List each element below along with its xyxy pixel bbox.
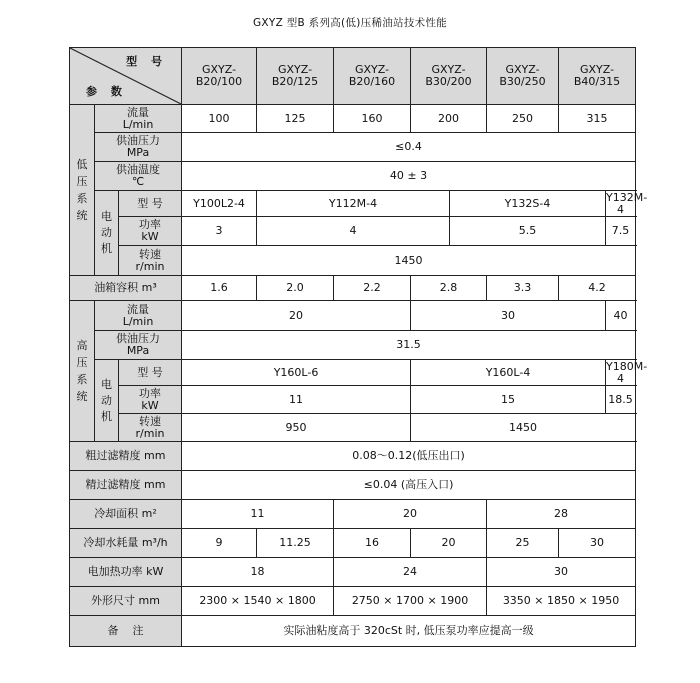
model-header: GXYZ- B20/100 [182,48,257,105]
model-header: GXYZ- B40/315 [559,48,636,105]
low-motor-label: 电 动 机 [95,191,119,276]
model-header: GXYZ- B20/125 [257,48,334,105]
dimensions-value: 3350 × 1850 × 1950 [487,587,636,616]
low-motor-model: Y100L2-4 [182,191,257,217]
fine-filter-value: ≤0.04 (高压入口) [182,471,636,500]
high-motor-model: Y160L-4 [411,360,606,386]
cooling-area-label: 冷却面积 m² [70,500,182,529]
heater-power-value: 18 [182,558,334,587]
low-motor-power-label: 功率 kW [119,217,182,246]
cooling-water-value: 16 [334,529,411,558]
low-motor-speed: 1450 [182,246,636,276]
cooling-water-value: 25 [487,529,559,558]
model-header: GXYZ- B30/200 [411,48,487,105]
fine-filter-label: 精过滤精度 mm [70,471,182,500]
high-motor-model-label: 型 号 [119,360,182,386]
high-motor-power: 18.5 [606,386,636,414]
cooling-area-value: 20 [334,500,487,529]
high-motor-speed: 950 [182,414,411,442]
high-motor-speed: 1450 [411,414,636,442]
low-motor-model-label: 型 号 [119,191,182,217]
spec-table [69,47,648,647]
low-flow-value: 315 [559,105,636,133]
tank-volume-value: 3.3 [487,276,559,301]
low-motor-power: 3 [182,217,257,246]
tank-volume-value: 2.2 [334,276,411,301]
high-flow-value: 40 [606,301,636,331]
low-flow-label: 流量 L/min [95,105,182,133]
low-pressure-value: ≤0.4 [182,133,636,162]
high-pressure-value: 31.5 [182,331,636,360]
high-motor-model: Y180M-4 [606,359,648,385]
cooling-water-value: 20 [411,529,487,558]
corner-header [70,48,182,105]
tank-volume-value: 1.6 [182,276,257,301]
high-motor-speed-label: 转速 r/min [119,414,182,442]
low-flow-value: 200 [411,105,487,133]
cooling-area-value: 28 [487,500,636,529]
cooling-area-value: 11 [182,500,334,529]
low-motor-power: 7.5 [606,217,636,246]
low-flow-value: 250 [487,105,559,133]
dimensions-value: 2300 × 1540 × 1800 [182,587,334,616]
high-motor-label: 电 动 机 [95,360,119,442]
high-flow-value: 30 [411,301,606,331]
heater-power-value: 30 [487,558,636,587]
high-motor-model: Y160L-6 [182,360,411,386]
model-header: GXYZ- B20/160 [334,48,411,105]
heater-power-label: 电加热功率 kW [70,558,182,587]
low-motor-model: Y112M-4 [257,191,450,217]
coarse-filter-value: 0.08～0.12(低压出口) [182,442,636,471]
high-motor-power: 11 [182,386,411,414]
tank-volume-value: 2.0 [257,276,334,301]
cooling-water-value: 11.25 [257,529,334,558]
dimensions-value: 2750 × 1700 × 1900 [334,587,487,616]
cooling-water-value: 9 [182,529,257,558]
page-title: GXYZ 型B 系列高(低)压稀油站技术性能 [252,17,448,29]
low-temp-label: 供油温度 ℃ [95,162,182,191]
high-flow-value: 20 [182,301,411,331]
low-temp-value: 40 ± 3 [182,162,636,191]
low-flow-value: 125 [257,105,334,133]
tank-volume-value: 4.2 [559,276,636,301]
heater-power-value: 24 [334,558,487,587]
low-motor-speed-label: 转速 r/min [119,246,182,276]
low-motor-power: 4 [257,217,450,246]
high-motor-power-label: 功率 kW [119,386,182,414]
cooling-water-label: 冷却水耗量 m³/h [70,529,182,558]
remarks-label: 备 注 [70,616,182,647]
low-pressure-group: 低 压 系 统 [70,105,95,276]
low-flow-value: 160 [334,105,411,133]
model-header: GXYZ- B30/250 [487,48,559,105]
low-flow-value: 100 [182,105,257,133]
tank-volume-label: 油箱容积 m³ [70,276,182,301]
low-motor-model: Y132S-4 [450,191,606,217]
low-motor-power: 5.5 [450,217,606,246]
high-pressure-group: 高 压 系 统 [70,301,95,442]
high-flow-label: 流量 L/min [95,301,182,331]
corner-param-label: 参 数 [86,85,127,98]
tank-volume-value: 2.8 [411,276,487,301]
low-motor-model: Y132M-4 [606,190,648,216]
remarks-value: 实际油粘度高于 320cSt 时, 低压泵功率应提高一级 [182,616,636,647]
coarse-filter-label: 粗过滤精度 mm [70,442,182,471]
high-pressure-label: 供油压力 MPa [95,331,182,360]
high-motor-power: 15 [411,386,606,414]
corner-model-label: 型 号 [126,55,168,68]
dimensions-label: 外形尺寸 mm [70,587,182,616]
cooling-water-value: 30 [559,529,636,558]
low-pressure-label: 供油压力 MPa [95,133,182,162]
